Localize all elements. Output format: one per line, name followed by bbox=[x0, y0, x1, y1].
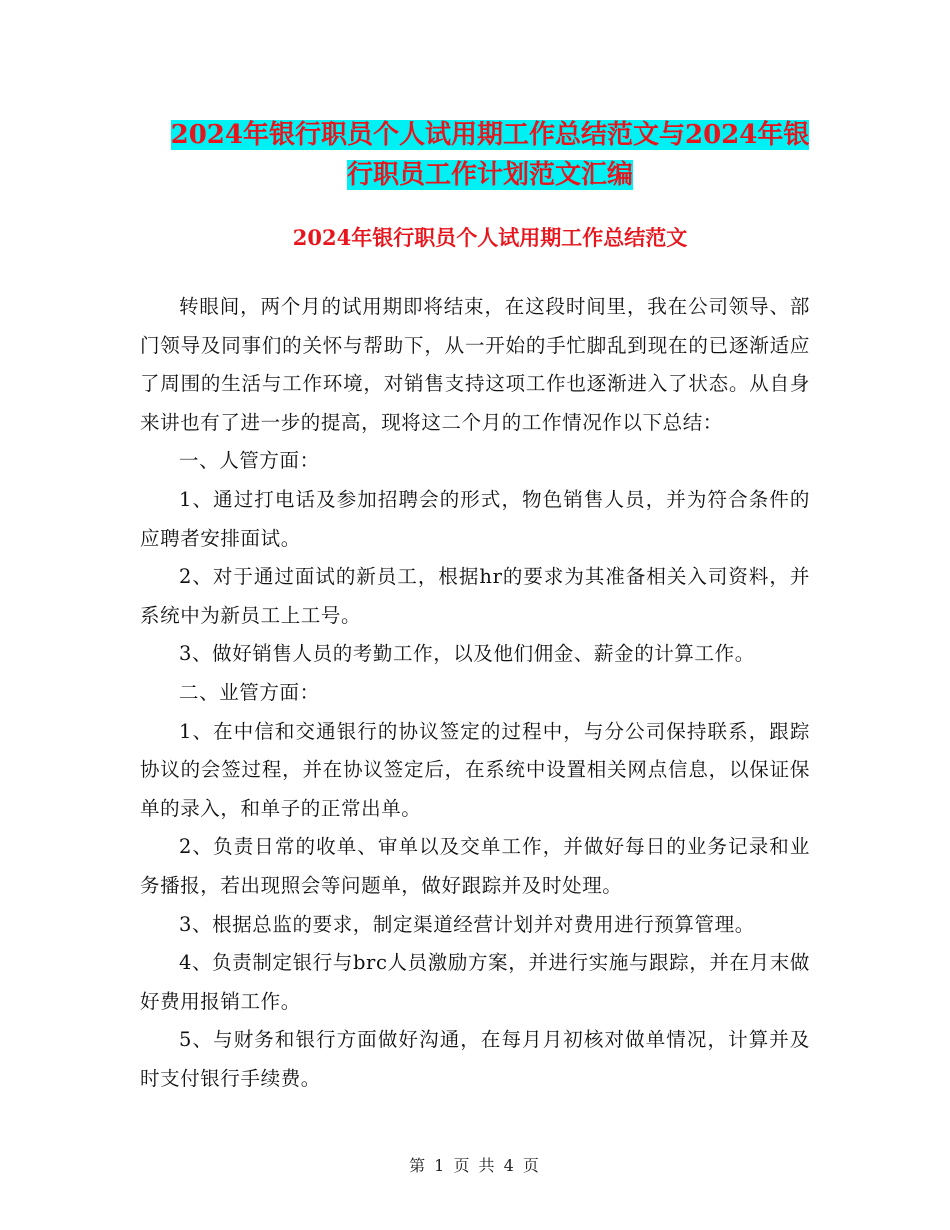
paragraph: 一、人管方面： bbox=[179, 449, 320, 473]
document-title-text-2: 行职员工作计划范文汇编 bbox=[346, 160, 633, 190]
paragraph: 二、业管方面： bbox=[179, 680, 320, 704]
paragraph: 3、根据总监的要求，制定渠道经营计划并对费用进行预算管理。 bbox=[179, 912, 755, 936]
paragraph: 转眼间，两个月的试用期即将结束，在这段时间里，我在公司领导、部门领导及同事们的关怀与帮助下，从一开始的手忙脚乱到现在的已逐渐适应了周围的生活与工作环境，对销售支持这项工作也逐渐进入了状态。从自身来讲也有了进一步的提高，现将这二个月的工作情况作以下总结： bbox=[140, 295, 810, 434]
section-title: 2024年银行职员个人试用期工作总结范文 bbox=[292, 225, 688, 250]
paragraph: 2、对于通过面试的新员工，根据hr的要求为其准备相关入司资料，并系统中为新员工上工号。 bbox=[140, 565, 810, 627]
document-title-text-1: 2024年银行职员个人试用期工作总结范文与2024年银 bbox=[170, 120, 810, 150]
paragraph: 2、负责日常的收单、审单以及交单工作，并做好每日的业务记录和业务播报，若出现照会等问题单，做好跟踪并及时处理。 bbox=[140, 835, 810, 897]
paragraph: 1、在中信和交通银行的协议签定的过程中，与分公司保持联系，跟踪协议的会签过程，并在协议签定后，在系统中设置相关网点信息，以保证保单的录入，和单子的正常出单。 bbox=[140, 719, 810, 820]
paragraph: 4、负责制定银行与brc人员激励方案，并进行实施与跟踪，并在月末做好费用报销工作。 bbox=[140, 951, 810, 1013]
page-footer: 第 1 页 共 4 页 bbox=[409, 1156, 541, 1175]
document-body bbox=[140, 288, 810, 1098]
paragraph: 1、通过打电话及参加招聘会的形式，物色销售人员，并为符合条件的应聘者安排面试。 bbox=[140, 487, 810, 550]
paragraph: 3、做好销售人员的考勤工作，以及他们佣金、薪金的计算工作。 bbox=[179, 642, 755, 666]
document-title-line-2 bbox=[140, 150, 840, 200]
paragraph: 5、与财务和银行方面做好沟通，在每月月初核对做单情况，计算并及时支付银行手续费。 bbox=[140, 1028, 810, 1090]
